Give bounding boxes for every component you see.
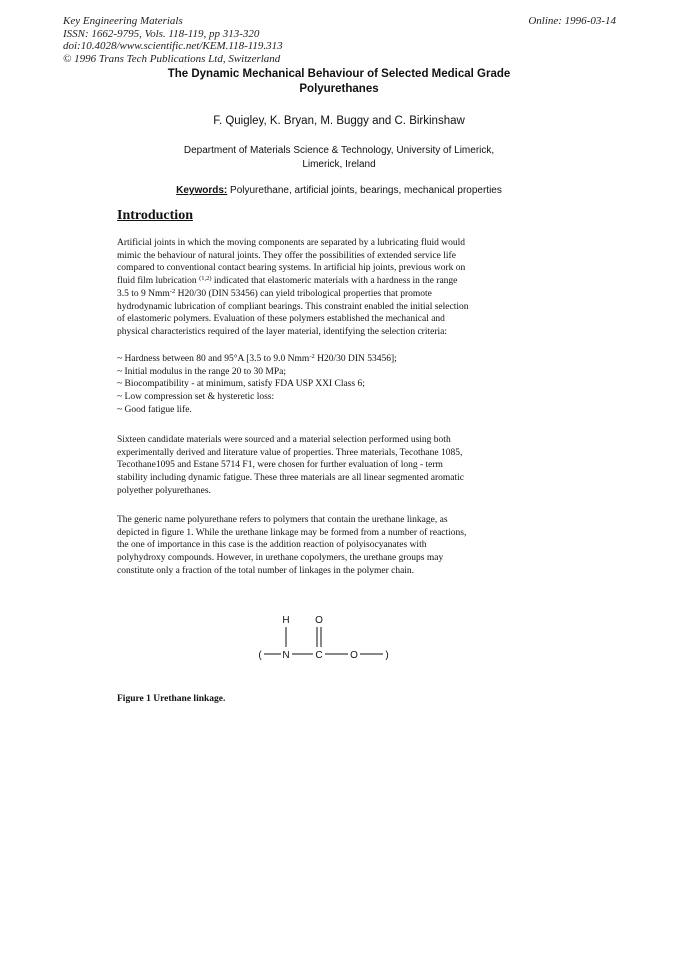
criteria-list (117, 353, 547, 417)
keywords-text: Polyurethane, artificial joints, bearings, mechanical properties (230, 185, 502, 196)
text-line: physical characteristics required of the layer material, identifying the selection criteria: (117, 326, 447, 337)
section-heading-introduction: Introduction (117, 208, 193, 223)
text-line: hydrodynamic lubrication of compliant bearings. This constraint enabled the initial selection (117, 301, 469, 312)
atom-h: H (282, 615, 290, 626)
title-line-1: The Dynamic Mechanical Behaviour of Selected Medical Grade (167, 68, 511, 80)
authors: F. Quigley, K. Bryan, M. Buggy and C. Birkinshaw (213, 115, 465, 127)
criteria-item: ~ Biocompatibility - at minimum, satisfy FDA USP XXI Class 6; (117, 379, 365, 390)
text-fragment: fluid film lubrication (117, 276, 200, 287)
text-line: Artificial joints in which the moving components are separated by a lubricating fluid would (117, 238, 465, 248)
figure-caption: Figure 1 Urethane linkage. (117, 694, 226, 704)
unit-superscript: -2 (309, 353, 315, 360)
text-fragment: ~ Hardness between 80 and 95°A [3.5 to 9.0 Nmm (117, 354, 310, 364)
paragraph-urethane (117, 514, 547, 578)
criteria-item (117, 353, 547, 366)
text-fragment: H20/30 (DIN 53456) can yield tribological properties that promote (175, 288, 432, 299)
paren-open: ( (258, 650, 262, 661)
criteria-item: ~ Good fatigue life. (117, 404, 192, 415)
text-line: polyether polyurethanes. (117, 485, 211, 496)
paragraph-materials (117, 434, 547, 498)
criteria-item: ~ Low compression set & hysteretic loss: (117, 392, 275, 403)
keywords-label: Keywords: (176, 185, 228, 196)
criteria-item: ~ Initial modulus in the range 20 to 30 MPa; (117, 366, 286, 377)
paragraph-intro (117, 237, 547, 339)
text-line: depicted in figure 1. While the urethane linkage may be formed from a number of reactions, (117, 527, 467, 538)
urethane-linkage-figure (250, 608, 400, 668)
text-line: the one of importance in this case is the addition reaction of polyisocyanates with (117, 540, 427, 551)
atom-o: O (350, 650, 358, 661)
text-line (117, 288, 547, 301)
issn-line: ISSN: 1662-9795, Vols. 118-119, pp 313-320 (63, 27, 260, 40)
paper-title (0, 67, 678, 97)
atom-c: C (315, 650, 323, 661)
text-line: The generic name polyurethane refers to polymers that contain the urethane linkage, as (117, 515, 448, 525)
text-line: polyhydroxy compounds. However, in urethane copolymers, the urethane groups may (117, 553, 444, 564)
journal-header (63, 15, 283, 65)
online-date: Online: 1996-03-14 (528, 15, 616, 27)
keywords (0, 185, 678, 196)
text-line: stability including dynamic fatigue. These three materials are all linear segmented aromatic (117, 473, 464, 484)
title-line-2: Polyurethanes (299, 83, 379, 95)
copyright-line: © 1996 Trans Tech Publications Ltd, Switzerland (63, 52, 281, 65)
journal-name: Key Engineering Materials (63, 15, 183, 27)
paren-close: ) (385, 650, 389, 661)
text-line: Sixteen candidate materials were sourced and a material selection performed using both (117, 435, 451, 445)
unit-superscript: -2 (169, 287, 176, 295)
atom-n: N (282, 650, 290, 661)
text-line: compared to conventional contact bearing systems. In artificial hip joints, previous work on (117, 263, 466, 274)
doi-line: doi:10.4028/www.scientific.net/KEM.118-119.313 (63, 40, 283, 52)
text-fragment: indicated that elastomeric materials with a hardness in the range (211, 276, 458, 287)
text-line (117, 275, 547, 288)
text-line: constitute only a fraction of the total number of linkages in the polymer chain. (117, 565, 415, 576)
affiliation (0, 144, 678, 171)
text-fragment: H20/30 DIN 53456]; (314, 354, 397, 364)
text-line: mimic the behaviour of natural joints. They offer the possibilities of extended service life (117, 250, 456, 261)
atom-o-top: O (315, 615, 323, 626)
text-line: experimentally derived and literature value of properties. Three materials, Tecothane 1085, (117, 447, 463, 458)
text-line: of elastomeric polymers. Evaluation of these polymers established the mechanical and (117, 314, 445, 325)
affiliation-line-2: Limerick, Ireland (302, 158, 376, 170)
affiliation-line-1: Department of Materials Science & Technology, University of Limerick, (183, 145, 495, 156)
citation-superscript: (1,2) (199, 275, 212, 283)
text-line: Tecothane1095 and Estane 5714 F1, were chosen for further evaluation of long - term (117, 460, 443, 471)
text-fragment: 3.5 to 9 Nmm (117, 288, 170, 299)
